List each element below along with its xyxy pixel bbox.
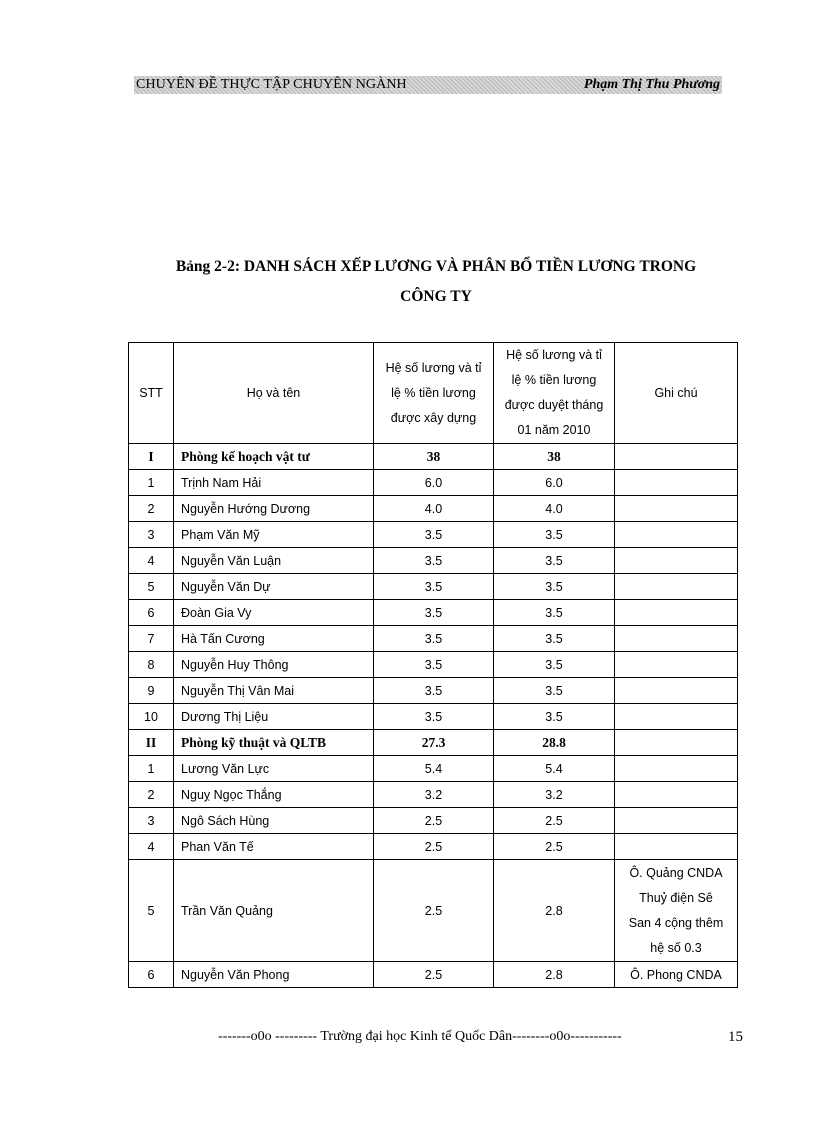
row-built: 5.4: [374, 756, 494, 782]
row-name: Dương Thị Liệu: [174, 704, 374, 730]
group-row-technical: [129, 730, 738, 756]
row-note: [615, 522, 738, 548]
table-row: [129, 548, 738, 574]
table-row: [129, 496, 738, 522]
row-approved: 5.4: [494, 756, 615, 782]
table-title-line-2: CÔNG TY: [400, 288, 472, 305]
row-built: 2.5: [374, 962, 494, 988]
row-stt: 7: [129, 626, 174, 652]
row-name: Phạm Văn Mỹ: [174, 522, 374, 548]
header-course-title: CHUYÊN ĐỀ THỰC TẬP CHUYÊN NGÀNH: [136, 77, 407, 92]
row-approved: 6.0: [494, 470, 615, 496]
row-name: Nguỵ Ngọc Thắng: [174, 782, 374, 808]
row-stt: 9: [129, 678, 174, 704]
row-built: 2.5: [374, 808, 494, 834]
table-row: [129, 574, 738, 600]
group-approved: 28.8: [494, 730, 615, 756]
row-built: 3.5: [374, 652, 494, 678]
page-footer: -------o0o --------- Trường đại học Kinh tế Quốc Dân--------o0o-----------: [218, 1029, 622, 1044]
row-stt: 4: [129, 548, 174, 574]
row-built: 3.5: [374, 704, 494, 730]
row-note: [615, 470, 738, 496]
table-row: [129, 808, 738, 834]
header-approved-line: 01 năm 2010: [517, 423, 591, 437]
row-approved: 3.5: [494, 600, 615, 626]
row-built: 3.2: [374, 782, 494, 808]
header-approved-line: Hệ số lương và tỉ: [506, 348, 602, 362]
row-stt: 6: [129, 962, 174, 988]
row-stt: 5: [129, 574, 174, 600]
row-built: 3.5: [374, 522, 494, 548]
row-stt: 1: [129, 470, 174, 496]
row-approved: 3.5: [494, 548, 615, 574]
row-stt: 5: [129, 860, 174, 962]
row-note: [615, 704, 738, 730]
row-built: 2.5: [374, 834, 494, 860]
row-stt: 10: [129, 704, 174, 730]
row-note: [615, 834, 738, 860]
row-note: [615, 496, 738, 522]
row-built: 3.5: [374, 600, 494, 626]
row-built: 4.0: [374, 496, 494, 522]
table-row: [129, 470, 738, 496]
row-approved: 4.0: [494, 496, 615, 522]
row-approved: 3.5: [494, 574, 615, 600]
header-stt: STT: [129, 343, 174, 444]
group-approved: 38: [494, 444, 615, 470]
group-stt: I: [129, 444, 174, 470]
group-note: [615, 444, 738, 470]
table-row: [129, 626, 738, 652]
row-approved: 2.5: [494, 808, 615, 834]
row-note: [615, 756, 738, 782]
row-name: Nguyễn Văn Dự: [174, 574, 374, 600]
row-name: Lương Văn Lực: [174, 756, 374, 782]
row-note: Ô. Phong CNDA: [615, 962, 738, 988]
row-approved: 2.5: [494, 834, 615, 860]
row-approved: 3.5: [494, 522, 615, 548]
row-note: [615, 808, 738, 834]
row-name: Đoàn Gia Vy: [174, 600, 374, 626]
table-row: [129, 962, 738, 988]
table-row: [129, 860, 738, 962]
group-built: 38: [374, 444, 494, 470]
table-row: [129, 704, 738, 730]
table-row: [129, 600, 738, 626]
header-approved-coefficient: [494, 343, 615, 444]
group-stt: II: [129, 730, 174, 756]
row-name: Nguyễn Thị Vân Mai: [174, 678, 374, 704]
row-name: Phan Văn Tế: [174, 834, 374, 860]
table-title-line-1: Bảng 2-2: DANH SÁCH XẾP LƯƠNG VÀ PHÂN BỔ TIỀN LƯƠNG TRONG: [175, 258, 697, 275]
row-built: 3.5: [374, 626, 494, 652]
row-name: Trịnh Nam Hải: [174, 470, 374, 496]
row-built: 3.5: [374, 548, 494, 574]
page-number: 15: [728, 1029, 743, 1045]
row-approved: 3.5: [494, 652, 615, 678]
header-author: Phạm Thị Thu Phương: [583, 77, 720, 92]
row-note-line: Thuỷ điện Sê: [639, 890, 713, 905]
table-row: [129, 678, 738, 704]
table-row: [129, 782, 738, 808]
table-title: [128, 252, 744, 312]
row-stt: 2: [129, 782, 174, 808]
row-note-line: Ô. Quảng CNDA: [629, 865, 723, 880]
header-built-line: lệ % tiền lương: [391, 385, 476, 400]
row-name: Hà Tấn Cương: [174, 626, 374, 652]
row-name: Nguyễn Huy Thông: [174, 652, 374, 678]
group-note: [615, 730, 738, 756]
group-name: Phòng kế hoạch vật tư: [174, 444, 374, 470]
row-built: 3.5: [374, 678, 494, 704]
header-built-line: được xây dựng: [390, 410, 477, 425]
header-approved-line: được duyệt tháng: [504, 398, 604, 412]
row-note-line: San 4 cộng thêm: [628, 915, 724, 930]
row-name: Nguyễn Văn Phong: [174, 962, 374, 988]
row-stt: 3: [129, 808, 174, 834]
table-row: [129, 834, 738, 860]
row-stt: 3: [129, 522, 174, 548]
row-approved: 2.8: [494, 962, 615, 988]
row-name: Ngô Sách Hùng: [174, 808, 374, 834]
row-note: [615, 574, 738, 600]
row-note: [615, 678, 738, 704]
row-note: [615, 600, 738, 626]
page-header: [134, 76, 722, 94]
row-approved: 3.5: [494, 626, 615, 652]
group-name: Phòng kỹ thuật và QLTB: [174, 730, 374, 756]
row-note: [615, 548, 738, 574]
row-stt: 6: [129, 600, 174, 626]
row-approved: 3.5: [494, 678, 615, 704]
row-approved: 3.5: [494, 704, 615, 730]
group-row-planning: [129, 444, 738, 470]
row-approved: 3.2: [494, 782, 615, 808]
header-built-line: Hệ số lương và tỉ: [385, 360, 482, 375]
row-approved: 2.8: [494, 860, 615, 962]
row-stt: 2: [129, 496, 174, 522]
row-name: Trần Văn Quảng: [174, 860, 374, 962]
row-note: [615, 652, 738, 678]
row-stt: 1: [129, 756, 174, 782]
row-note: [615, 782, 738, 808]
row-built: 2.5: [374, 860, 494, 962]
row-built: 6.0: [374, 470, 494, 496]
salary-table: [128, 342, 738, 988]
table-row: [129, 522, 738, 548]
row-name: Nguyễn Hướng Dương: [174, 496, 374, 522]
row-note-line: hệ số 0.3: [650, 940, 702, 955]
row-note: [615, 626, 738, 652]
row-stt: 4: [129, 834, 174, 860]
header-note: Ghi chú: [615, 343, 738, 444]
row-note: [615, 860, 738, 962]
group-built: 27.3: [374, 730, 494, 756]
row-stt: 8: [129, 652, 174, 678]
header-built-coefficient: [374, 343, 494, 444]
header-approved-line: lệ % tiền lương: [511, 373, 597, 387]
table-header-row: [129, 343, 738, 444]
table-row: [129, 652, 738, 678]
row-built: 3.5: [374, 574, 494, 600]
header-name: Họ và tên: [174, 343, 374, 444]
table-row: [129, 756, 738, 782]
row-name: Nguyễn Văn Luận: [174, 548, 374, 574]
